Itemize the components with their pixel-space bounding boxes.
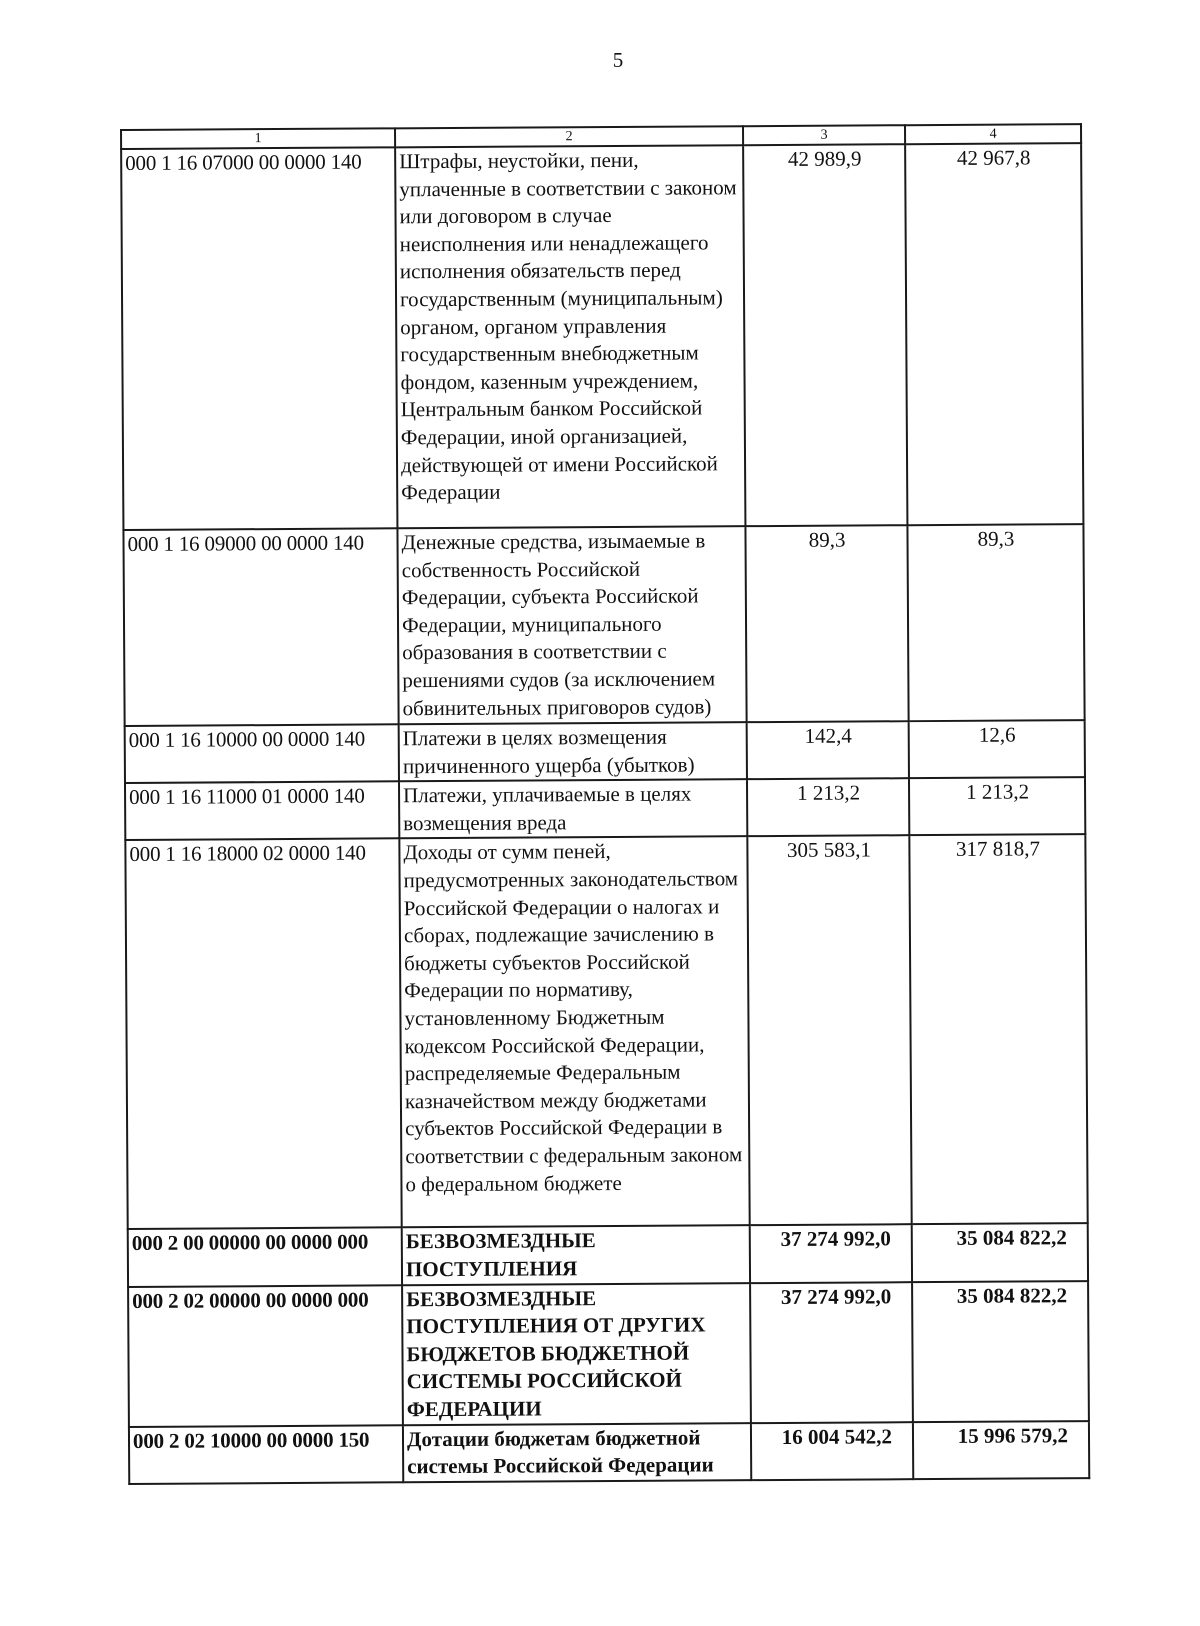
table-row — [125, 777, 1085, 840]
table-row — [129, 1421, 1089, 1484]
row-code: 000 1 16 07000 00 0000 140 — [121, 147, 397, 530]
row-name: Доходы от сумм пеней, предусмотренных законодательством Российской Федерации о налогах и сборах, подлежащие зачислению в бюджеты субъектов Российской Федерации по нормативу, установленному Бюджетным кодексом Российской Федерации, распределяемые Федеральным казначейством между бюджетами субъектов Российской Федерации в соответствии с федеральным законом о федеральном бюджете — [399, 837, 749, 1228]
table-row — [128, 1281, 1089, 1427]
row-code: 000 1 16 11000 01 0000 140 — [125, 781, 399, 840]
row-value-col3: 305 583,1 — [747, 836, 911, 1226]
row-name: Платежи в целях возмещения причиненного ущерба (убытков) — [399, 722, 747, 781]
row-value-col3: 42 989,9 — [743, 144, 907, 526]
row-value-col4: 12,6 — [909, 720, 1085, 778]
row-value-col4: 1 213,2 — [909, 777, 1085, 835]
row-name: БЕЗВОЗМЕЗДНЫЕ ПОСТУПЛЕНИЯ — [402, 1226, 750, 1285]
row-code: 000 2 02 00000 00 0000 000 — [128, 1285, 403, 1427]
row-value-col3: 37 274 992,0 — [750, 1282, 913, 1423]
row-code: 000 1 16 10000 00 0000 140 — [125, 724, 399, 783]
table-row — [128, 1223, 1088, 1286]
header-col-2: 2 — [395, 126, 743, 147]
row-value-col3: 16 004 542,2 — [751, 1422, 913, 1480]
row-name: БЕЗВОЗМЕЗДНЫЕ ПОСТУПЛЕНИЯ ОТ ДРУГИХ БЮДЖЕТОВ БЮДЖЕТНОЙ СИСТЕМЫ РОССИЙСКОЙ ФЕДЕРАЦИИ — [402, 1283, 751, 1425]
header-col-1: 1 — [121, 128, 395, 149]
row-value-col3: 142,4 — [747, 721, 909, 779]
row-name: Платежи, уплачиваемые в целях возмещения вреда — [399, 779, 747, 838]
row-value-col4: 15 996 579,2 — [913, 1421, 1089, 1479]
row-value-col4: 35 084 822,2 — [912, 1223, 1088, 1281]
table-row — [125, 720, 1085, 783]
page-number: 5 — [612, 48, 624, 72]
table-row — [125, 834, 1087, 1229]
header-col-3: 3 — [743, 125, 905, 145]
row-value-col4: 89,3 — [907, 524, 1084, 721]
table-row — [123, 524, 1084, 726]
row-value-col3: 89,3 — [745, 525, 908, 722]
row-value-col4: 42 967,8 — [905, 143, 1083, 525]
row-value-col4: 317 818,7 — [909, 834, 1087, 1224]
row-code: 000 1 16 09000 00 0000 140 — [123, 528, 398, 726]
row-code: 000 2 00 00000 00 0000 000 — [128, 1228, 402, 1287]
budget-table — [120, 123, 1090, 1485]
table-row — [121, 143, 1083, 530]
row-value-col3: 1 213,2 — [747, 778, 909, 836]
row-value-col4: 35 084 822,2 — [912, 1281, 1089, 1422]
row-name: Дотации бюджетам бюджетной системы Российской Федерации — [403, 1423, 751, 1482]
row-value-col3: 37 274 992,0 — [750, 1225, 912, 1283]
row-code: 000 1 16 18000 02 0000 140 — [125, 839, 401, 1230]
header-col-4: 4 — [905, 124, 1081, 144]
row-name: Денежные средства, изымаемые в собственность Российской Федерации, субъекта Российской Федерации, муниципального образования в соответствии с решениями судов (за исключением обвинительных приговоров судов) — [397, 526, 746, 724]
row-name: Штрафы, неустойки, пени, уплаченные в соответствии с законом или договором в случае неисполнения или ненадлежащего исполнения обязательств перед государственным (муниципальным) органом, органом управления государственным внебюджетным фондом, казенным учреждением, Центральным банком Российской Федерации, иной организацией, действующей от имени Российской Федерации — [395, 145, 745, 528]
row-code: 000 2 02 10000 00 0000 150 — [129, 1425, 403, 1484]
